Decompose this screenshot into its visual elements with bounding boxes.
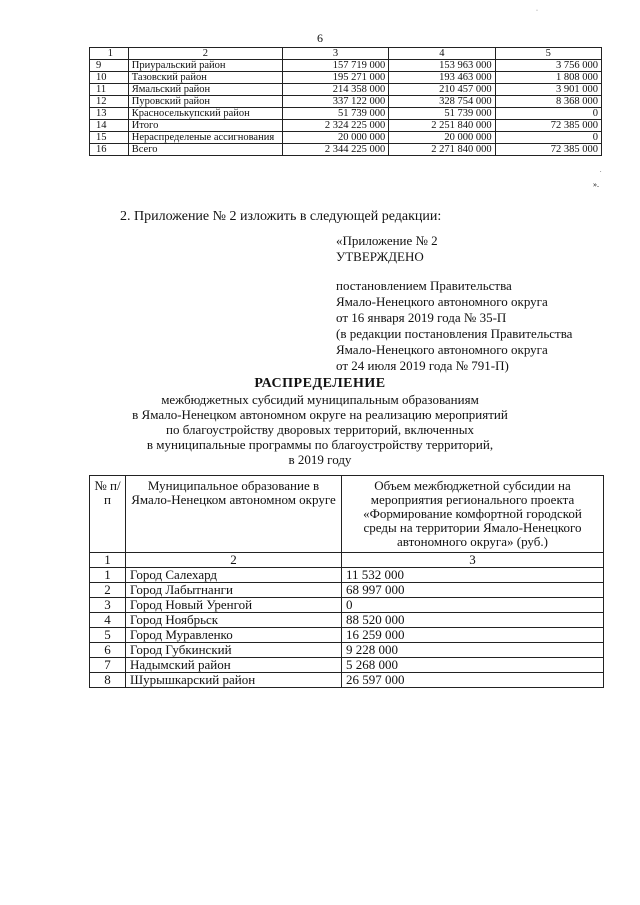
row-amount: 9 228 000 — [342, 643, 604, 658]
row-amount: 16 259 000 — [342, 628, 604, 643]
row-municipality: Город Лабытнанги — [126, 583, 342, 598]
approval-line: УТВЕРЖДЕНО — [336, 249, 424, 264]
row-name: Всего — [128, 144, 282, 156]
row-number: 5 — [90, 628, 126, 643]
row-value: 214 358 000 — [282, 84, 388, 96]
row-value: 72 385 000 — [495, 120, 601, 132]
row-value: 3 901 000 — [495, 84, 601, 96]
row-amount: 68 997 000 — [342, 583, 604, 598]
row-municipality: Город Новый Уренгой — [126, 598, 342, 613]
row-value: 210 457 000 — [389, 84, 495, 96]
row-value: 8 368 000 — [495, 96, 601, 108]
header-number: № п/п — [90, 476, 126, 553]
approval-line: Ямало-Ненецкого автономного округа — [336, 342, 548, 357]
table-row — [90, 144, 602, 156]
row-name: Приуральский район — [128, 60, 282, 72]
row-name: Итого — [128, 120, 282, 132]
row-name: Красноселькупский район — [128, 108, 282, 120]
row-number: 8 — [90, 673, 126, 688]
subtitle-line: в муниципальные программы по благоустройству территорий, — [146, 437, 494, 452]
header-cell: 3 — [282, 48, 388, 60]
row-name: Тазовский район — [128, 72, 282, 84]
header-cell: 1 — [90, 48, 129, 60]
row-number: 1 — [90, 568, 126, 583]
approval-line: Ямало-Ненецкого автономного округа — [336, 294, 548, 309]
row-value: 0 — [495, 108, 601, 120]
row-value: 1 808 000 — [495, 72, 601, 84]
row-name: Ямальский район — [128, 84, 282, 96]
table-row — [90, 120, 602, 132]
table-row — [90, 643, 604, 658]
row-value: 193 463 000 — [389, 72, 495, 84]
row-number: 12 — [90, 96, 129, 108]
row-number: 4 — [90, 613, 126, 628]
row-value: 2 344 225 000 — [282, 144, 388, 156]
approval-line: от 24 июля 2019 года № 791-П) — [336, 358, 509, 373]
amendment-paragraph: 2. Приложение № 2 изложить в следующей редакции: — [120, 209, 442, 224]
approval-line: от 16 января 2019 года № 35-П — [336, 310, 507, 325]
row-amount: 5 268 000 — [342, 658, 604, 673]
row-municipality: Город Салехард — [126, 568, 342, 583]
extra-mark: . — [600, 168, 602, 174]
distribution-table — [89, 475, 604, 688]
table-header-row — [90, 476, 604, 553]
corner-mark: · — [536, 8, 538, 14]
table-row — [90, 583, 604, 598]
table-row — [90, 108, 602, 120]
row-municipality: Город Губкинский — [126, 643, 342, 658]
table-row — [90, 72, 602, 84]
row-value: 0 — [495, 132, 601, 144]
table-row — [90, 613, 604, 628]
subtitle-line: по благоустройству дворовых территорий, включенных — [166, 422, 474, 437]
table-row — [90, 598, 604, 613]
header-municipality: Муниципальное образование в Ямало-Ненецком автономном округе — [126, 476, 342, 553]
row-number: 14 — [90, 120, 129, 132]
column-number: 1 — [90, 553, 126, 568]
header-amount: Объем межбюджетной субсидии на мероприятия регионального проекта «Формирование комфортной городской среды на территории Ямало-Ненецкого автономного округа» (руб.) — [342, 476, 604, 553]
row-value: 328 754 000 — [389, 96, 495, 108]
document-title: РАСПРЕДЕЛЕНИЕ — [254, 376, 386, 391]
table-row — [90, 628, 604, 643]
table-row — [90, 658, 604, 673]
table-row — [90, 96, 602, 108]
row-name: Нераспределеные ассигнования — [128, 132, 282, 144]
row-number: 16 — [90, 144, 129, 156]
row-amount: 26 597 000 — [342, 673, 604, 688]
row-number: 3 — [90, 598, 126, 613]
row-value: 51 739 000 — [282, 108, 388, 120]
row-number: 9 — [90, 60, 129, 72]
row-name: Пуровский район — [128, 96, 282, 108]
table-row — [90, 568, 604, 583]
table-row — [90, 673, 604, 688]
row-number: 7 — [90, 658, 126, 673]
table-row — [90, 132, 602, 144]
row-number: 6 — [90, 643, 126, 658]
table-end-mark: ». — [593, 180, 599, 189]
approval-line: постановлением Правительства — [336, 278, 512, 293]
row-value: 51 739 000 — [389, 108, 495, 120]
table-row — [90, 84, 602, 96]
row-municipality: Надымский район — [126, 658, 342, 673]
row-number: 11 — [90, 84, 129, 96]
row-value: 2 251 840 000 — [389, 120, 495, 132]
row-value: 20 000 000 — [389, 132, 495, 144]
row-value: 2 324 225 000 — [282, 120, 388, 132]
row-amount: 0 — [342, 598, 604, 613]
approval-line: (в редакции постановления Правительства — [336, 326, 573, 341]
row-value: 157 719 000 — [282, 60, 388, 72]
column-number: 3 — [342, 553, 604, 568]
header-cell: 4 — [389, 48, 495, 60]
row-amount: 88 520 000 — [342, 613, 604, 628]
row-value: 2 271 840 000 — [389, 144, 495, 156]
document-subtitle — [0, 392, 640, 467]
table-row — [90, 60, 602, 72]
header-cell: 5 — [495, 48, 601, 60]
subtitle-line: в 2019 году — [288, 452, 352, 467]
approval-line: «Приложение № 2 — [336, 233, 438, 248]
row-amount: 11 532 000 — [342, 568, 604, 583]
row-municipality: Город Муравленко — [126, 628, 342, 643]
row-value: 72 385 000 — [495, 144, 601, 156]
column-number: 2 — [126, 553, 342, 568]
table-header-row — [90, 48, 602, 60]
row-number: 15 — [90, 132, 129, 144]
row-value: 20 000 000 — [282, 132, 388, 144]
row-municipality: Шурышкарский район — [126, 673, 342, 688]
row-value: 195 271 000 — [282, 72, 388, 84]
subtitle-line: межбюджетных субсидий муниципальным образованиям — [161, 392, 479, 407]
subsidy-table-continued — [89, 47, 602, 156]
row-value: 3 756 000 — [495, 60, 601, 72]
row-value: 153 963 000 — [389, 60, 495, 72]
subtitle-line: в Ямало-Ненецком автономном округе на реализацию мероприятий — [132, 407, 508, 422]
row-number: 2 — [90, 583, 126, 598]
row-number: 10 — [90, 72, 129, 84]
row-number: 13 — [90, 108, 129, 120]
header-cell: 2 — [128, 48, 282, 60]
row-municipality: Город Ноябрьск — [126, 613, 342, 628]
row-value: 337 122 000 — [282, 96, 388, 108]
column-number-row — [90, 553, 604, 568]
page-number: 6 — [317, 31, 323, 45]
